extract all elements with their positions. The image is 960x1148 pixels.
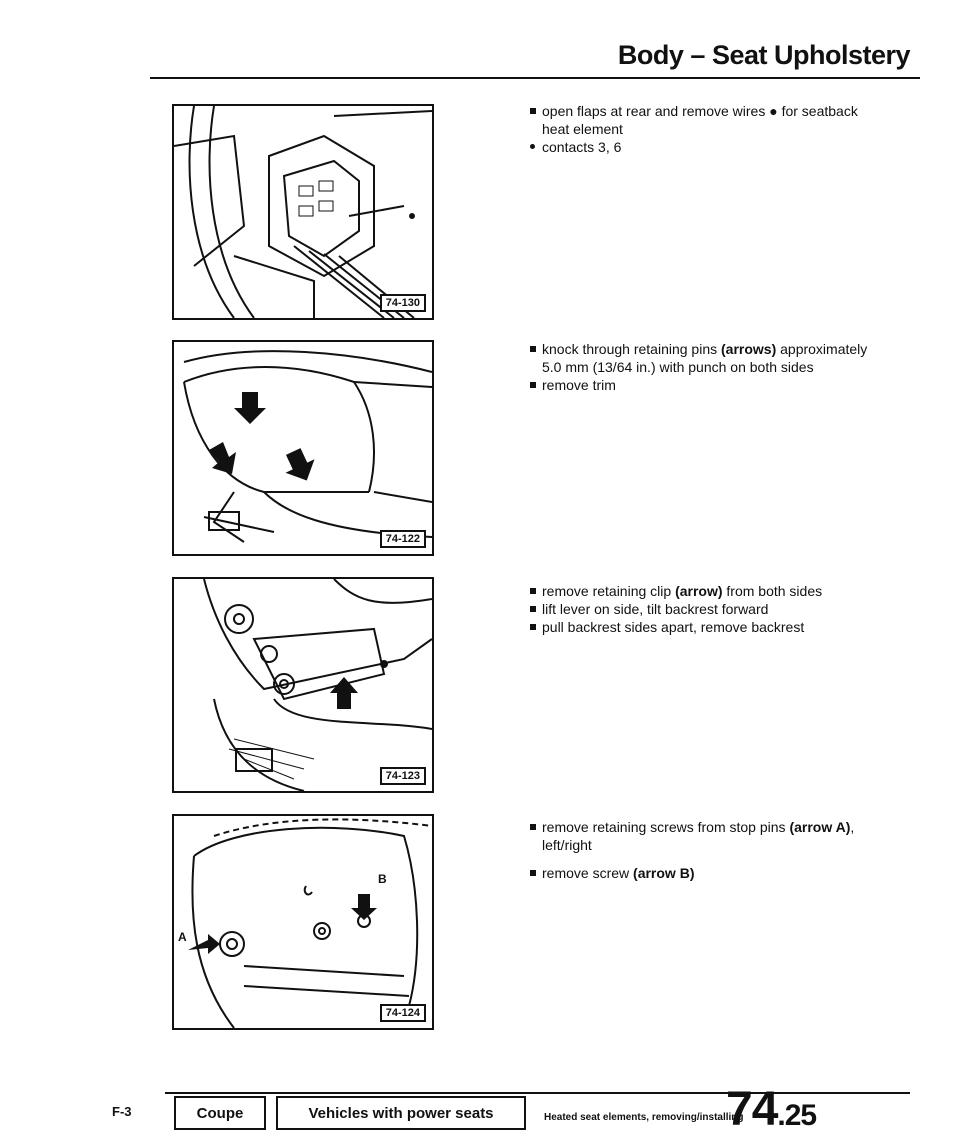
figure-stop-pins [172,814,434,1030]
step-text: remove retaining clip [542,583,672,599]
instructions-group-2 [530,340,870,394]
step-text: approximately 5.0 mm (13/64 in.) with punch on both sides [542,341,868,375]
step-text: , left/right [542,819,855,853]
arrow-right-icon [188,934,220,954]
figure-code: 74-123 [380,767,426,785]
page-number-minor: .25 [777,1099,817,1132]
figure-code: 74-122 [380,530,426,548]
header-rule [150,77,920,79]
pin-mark [409,213,415,219]
instruction-step: lift lever on side, tilt backrest forward [530,600,870,618]
page-number-major: 74 [726,1083,778,1136]
label-a: A [178,930,187,944]
figure-retaining-clip [172,577,434,793]
instruction-substep: contacts 3, 6 [530,138,870,156]
figure-connector [172,104,434,320]
instructions-group-4 [530,818,870,882]
step-text: remove retaining screws from stop pins [542,819,786,835]
instruction-step [530,340,870,376]
step-arrow-ref: (arrow A) [789,819,851,835]
instruction-step: open flaps at rear and remove wires ● for seatback heat element [530,102,870,138]
page-ref: F-3 [112,1104,132,1119]
clip-illustration [174,579,432,791]
stop-pin-illustration [174,816,432,1028]
trim-illustration [174,342,432,554]
page-title: Body – Seat Upholstery [617,40,910,70]
figure-trim-pins [172,340,434,556]
instructions-group-1 [530,102,870,156]
tag-power-seats: Vehicles with power seats [276,1096,526,1130]
label-b: B [378,872,387,886]
instruction-step [530,818,870,854]
instruction-step: pull backrest sides apart, remove backrest [530,618,870,636]
step-arrow-ref: (arrow) [675,583,723,599]
instructions-group-3 [530,582,870,636]
tag-coupe: Coupe [174,1096,266,1130]
figure-code: 74-130 [380,294,426,312]
step-arrow-ref: (arrow B) [633,865,695,881]
connector-illustration [174,106,432,318]
step-text: remove screw [542,865,630,881]
page-number [726,1084,816,1142]
instruction-step [530,864,870,882]
step-arrow-ref: (arrows) [721,341,777,357]
arrow-down-icon [279,445,322,488]
instruction-step: remove trim [530,376,870,394]
section-text: Heated seat elements, removing/installing [544,1112,744,1123]
arrow-down-icon [234,392,266,424]
step-text: knock through retaining pins [542,341,718,357]
figure-code: 74-124 [380,1004,426,1022]
arrow-left-icon [209,442,236,474]
arrow-down-icon [351,894,377,920]
step-text: from both sides [726,583,823,599]
instruction-step [530,582,870,600]
